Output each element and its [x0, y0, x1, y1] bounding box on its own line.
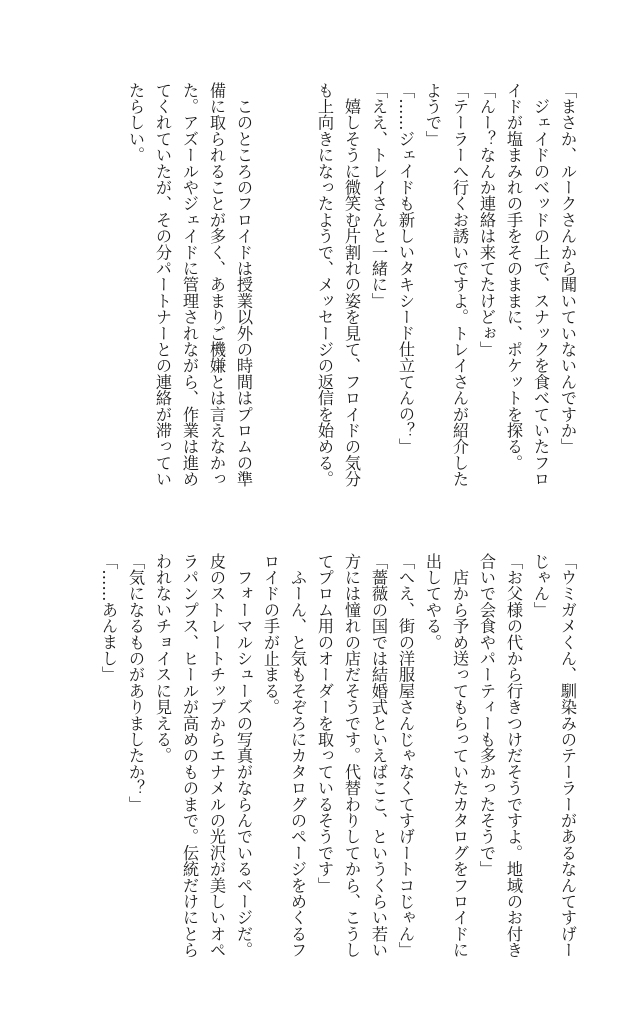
upper-text-line: 備に取られることが多く、あまりご機嫌とは言えなかっ: [207, 82, 226, 487]
lower-text-line: われないチョイスに見える。: [153, 553, 172, 764]
paragraph-break: [257, 82, 311, 502]
upper-text-line: た。アズールやジェイドに管理されながら、作業は進め: [180, 82, 199, 487]
lower-text-line: ロイドの手が止まる。: [261, 553, 280, 715]
upper-text-line: このところのフロイドは授業以外の時間はプロムの準: [234, 82, 253, 487]
lower-text-line: 「……あんまし」: [99, 553, 118, 683]
lower-text-line: 「気になるものがありましたか？」: [126, 553, 145, 813]
upper-text-line: ようで」: [423, 82, 442, 147]
lower-text-line: 方には憧れの店だそうです。代替わりしてから、こうし: [342, 553, 361, 958]
lower-text-line: 「へえ、街の洋服屋さんじゃなくてすげートコじゃん」: [396, 553, 415, 958]
upper-text-line: イドが塩まみれの手をそのままに、ポケットを探る。: [504, 82, 523, 471]
lower-text-line: 「お父様の代から行きつけだそうですよ。地域のお付き: [504, 553, 523, 958]
upper-text-line: も上向きになったようで、メッセージの返信を始める。: [315, 82, 334, 487]
lower-text-line: 「薔薇の国では結婚式といえばここ、というくらい若い: [369, 553, 388, 958]
lower-text-line: 出してやる。: [423, 553, 442, 651]
upper-text-line: 嬉しそうに微笑む片割れの姿を見て、フロイドの気分: [342, 82, 361, 487]
lower-text-line: てプロム用のオーダーを取っているそうです」: [315, 553, 334, 894]
upper-text-line: 「まさか、ルークさんから聞いていないんですか」: [558, 82, 577, 455]
lower-text-line: 「ウミガメくん、馴染みのテーラーがあるなんてすげー: [558, 553, 577, 958]
lower-text-line: 皮のストレートチップからエナメルの光沢が美しいオペ: [207, 553, 226, 958]
upper-text-line: たらしい。: [126, 82, 145, 163]
lower-text-line: じゃん」: [531, 553, 550, 618]
upper-text-line: 「テーラーへ行くお誘いですよ。トレイさんが紹介した: [450, 82, 469, 487]
lower-text-line: ふーん、と気もそぞろにカタログのページをめくるフ: [288, 553, 307, 958]
upper-text-line: てくれていたが、その分パートナーとの連絡が滞ってい: [153, 82, 172, 487]
lower-text-line: ラパンプス、ヒールが高めのものまで。伝統だけにとら: [180, 553, 199, 958]
upper-text-line: 「ええ、トレイさんと一緒に」: [369, 82, 388, 309]
lower-text-line: 店から予め送ってもらっていたカタログをフロイドに: [450, 553, 469, 958]
upper-text-line: 「……ジェイドも新しいタキシード仕立てんの？」: [396, 82, 415, 455]
lower-text-block: [95, 553, 581, 973]
lower-text-line: 合いで会食やパーティーも多かったそうで」: [477, 553, 496, 877]
upper-text-line: 「んー？なんか連絡は来てたけどぉ」: [477, 82, 496, 358]
lower-text-line: フォーマルシューズの写真がならんでいるページだ。: [234, 553, 253, 958]
upper-text-line: ジェイドのベッドの上で、スナックを食べていたフロ: [531, 82, 550, 487]
upper-text-block: [122, 82, 581, 502]
